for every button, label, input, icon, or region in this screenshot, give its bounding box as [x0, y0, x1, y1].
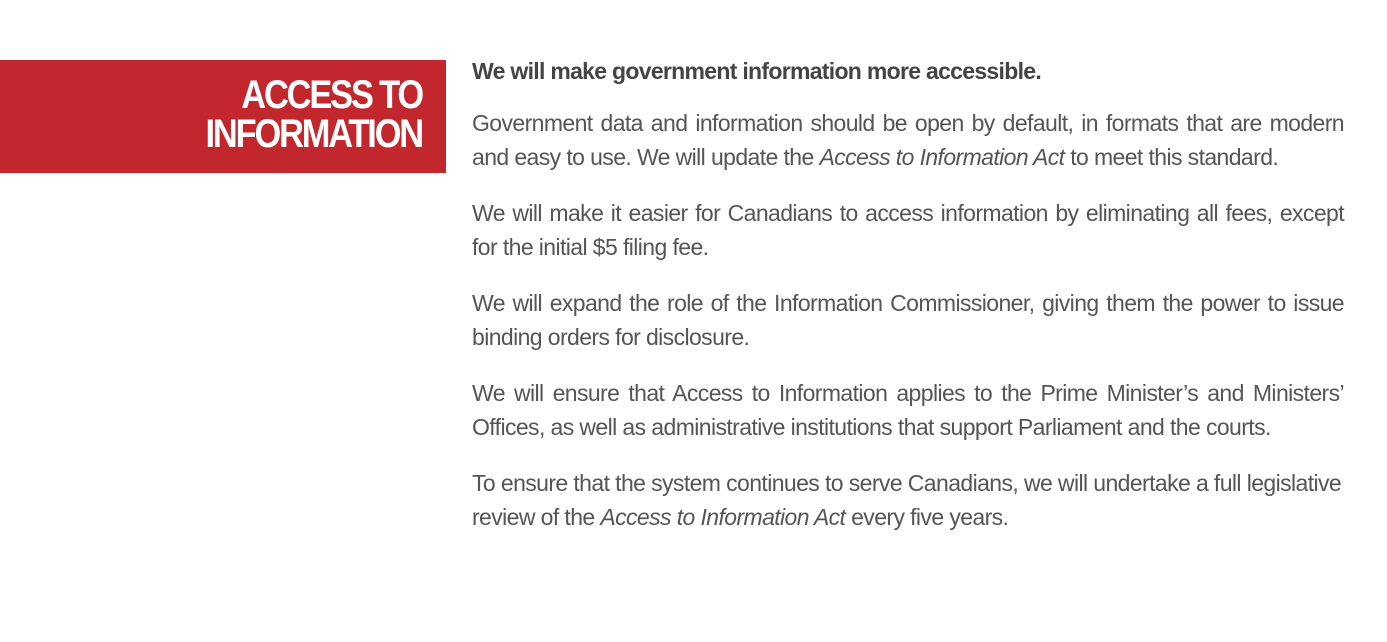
paragraph-commissioner: We will expand the role of the Information Commissioner, giving them the power to issue binding orders for disclosure.	[472, 290, 1344, 350]
paragraph-open-data-text-after: to meet this standard.	[1064, 144, 1279, 170]
paragraph-review-text-after: every five years.	[845, 504, 1009, 530]
act-title-italic: Access to Information Act	[600, 504, 846, 530]
section-title-line-1: ACCESS TO	[241, 73, 422, 117]
paragraph-open-data	[472, 106, 1344, 174]
paragraph-review-text-before: To ensure that the system continues to serve Canadians, we will undertake a full legislative review of the	[472, 470, 1342, 530]
act-title-italic: Access to Information Act	[819, 144, 1065, 170]
paragraph-fees: We will make it easier for Canadians to access information by eliminating all fees, except for the initial $5 filing fee.	[472, 200, 1344, 260]
paragraph-ministers-offices: We will ensure that Access to Information applies to the Prime Minister’s and Ministers’ Offices, as well as administrative institutions that support Parliament and the courts.	[472, 380, 1344, 440]
paragraph-legislative-review	[472, 466, 1344, 534]
section-heading: We will make government information more accessible.	[472, 58, 1042, 84]
section-title-banner	[0, 60, 446, 173]
section-content	[472, 55, 1344, 556]
paragraph-open-data-text-before: Government data and information should be open by default, in formats that are modern and easy to use. We will update the	[472, 110, 1344, 170]
section-title-line-2: INFORMATION	[205, 112, 422, 156]
